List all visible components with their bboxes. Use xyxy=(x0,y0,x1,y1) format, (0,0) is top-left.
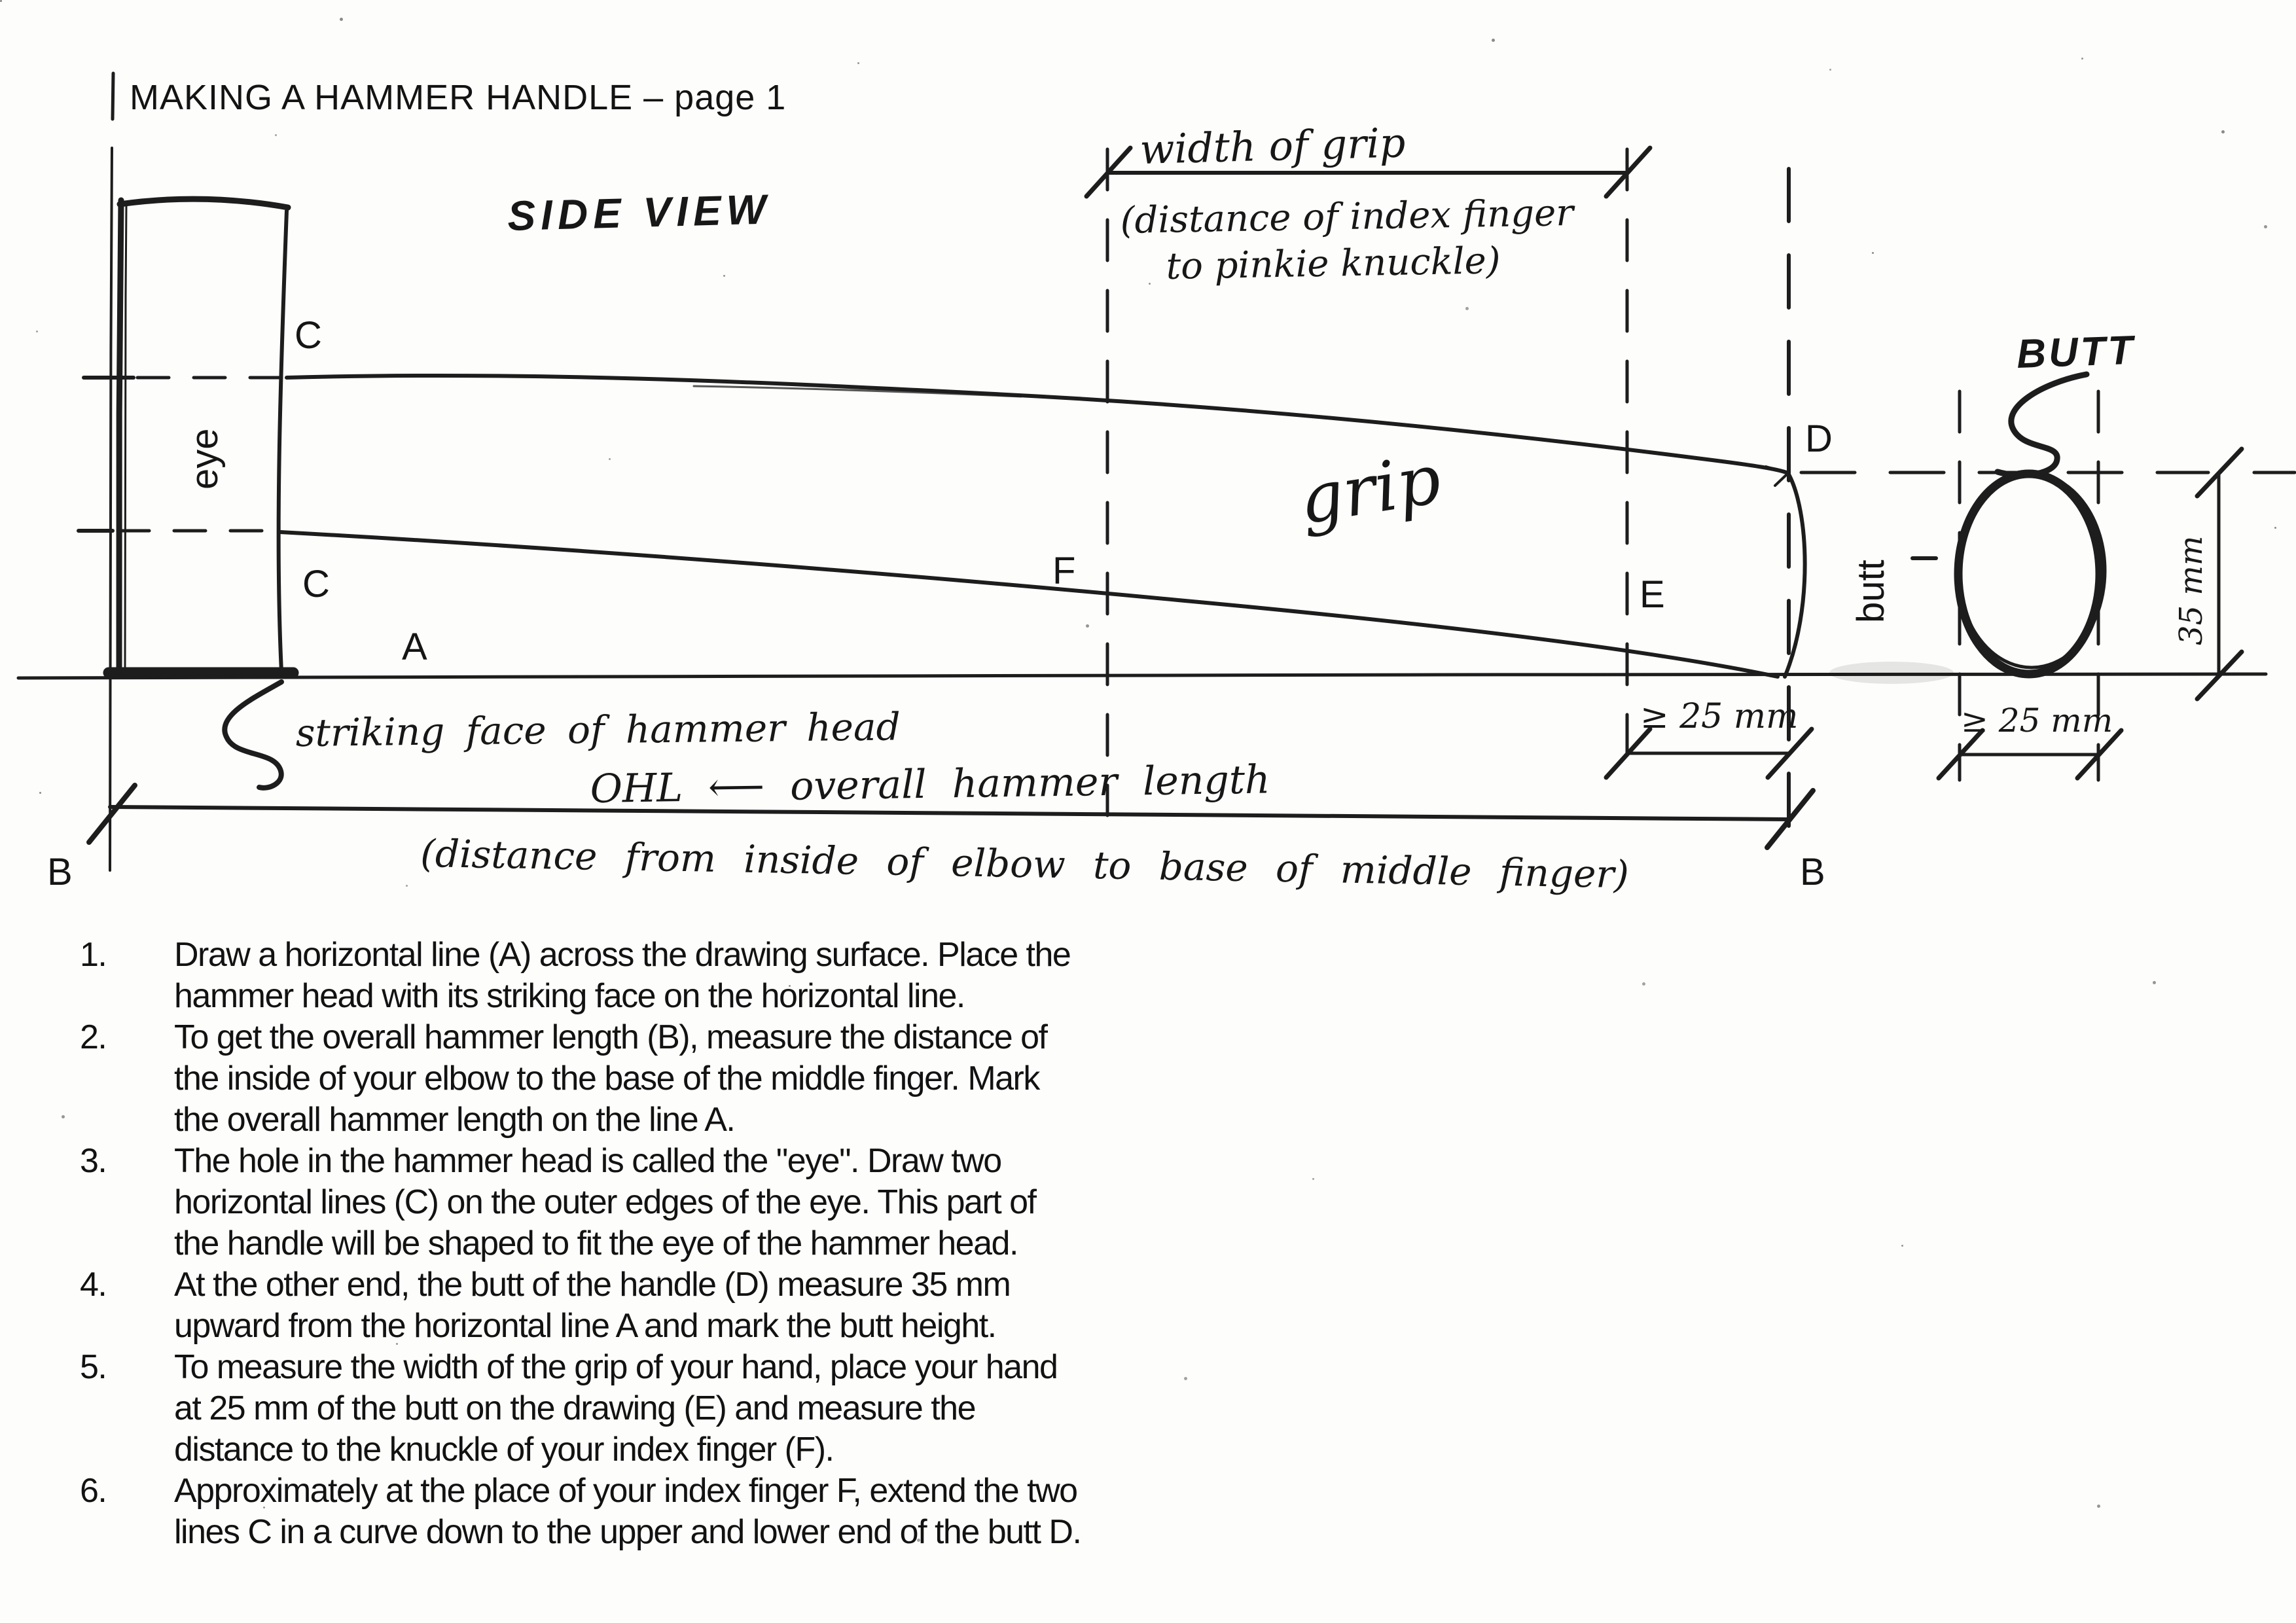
label-b-right: B xyxy=(1800,851,1825,893)
list-item-line: horizontal lines (C) on the outer edges of the eye. This part of xyxy=(174,1183,1036,1221)
list-item-line: upward from the horizontal line A and mark the butt height. xyxy=(174,1307,996,1345)
hammer-head-left-edge xyxy=(119,200,121,673)
list-item-line: To measure the width of the grip of your hand, place your hand xyxy=(174,1348,1058,1386)
butt-height-label: 35 mm xyxy=(2173,535,2210,645)
label-f: F xyxy=(1052,550,1076,592)
ohl-note-label: (distance from inside of elbow to base of middle finger) xyxy=(420,831,1630,897)
scan-smudge xyxy=(1829,662,1954,684)
list-item-line: lines C in a curve down to the upper and lower end of the butt D. xyxy=(174,1513,1081,1551)
list-item-text xyxy=(174,1471,1081,1553)
list-item xyxy=(80,1017,1081,1141)
butt-section-oval-retrace xyxy=(1958,474,2105,668)
list-item-text xyxy=(174,1017,1047,1141)
list-item-text xyxy=(174,935,1070,1017)
list-item-line: Draw a horizontal line (A) across the drawing surface. Place the xyxy=(174,936,1071,974)
list-item xyxy=(80,1264,1081,1347)
list-item-line: the overall hammer length on the line A. xyxy=(174,1101,735,1139)
hammer-head-top-edge xyxy=(120,199,288,207)
hammer-head-left-edge-double xyxy=(125,204,126,673)
width-of-grip-note-line1: (distance of index finger xyxy=(1120,191,1574,242)
list-item-line: Approximately at the place of your index finger F, extend the two xyxy=(174,1472,1077,1510)
list-item-number: 1. xyxy=(80,936,107,974)
list-item-line: The hole in the hammer head is called the "eye". Draw two xyxy=(174,1142,1001,1180)
list-item-line: at 25 mm of the butt on the drawing (E) and measure the xyxy=(174,1389,975,1427)
list-item-text xyxy=(174,1347,1057,1471)
min-grip-offset-dimension xyxy=(1606,729,1812,777)
list-item-text xyxy=(174,1264,1010,1347)
dim-slash-left xyxy=(89,785,135,842)
handle-bottom-curve xyxy=(280,532,1778,677)
list-item-number: 4. xyxy=(80,1266,107,1304)
list-item-line: hammer head with its striking face on the horizontal line. xyxy=(174,977,965,1015)
list-item-text xyxy=(174,1141,1036,1264)
list-item xyxy=(80,1471,1081,1553)
side-view-label: SIDE VIEW xyxy=(507,185,772,240)
list-item-line: At the other end, the butt of the handle (D) measure 35 mm xyxy=(174,1266,1011,1304)
list-item xyxy=(80,1141,1081,1264)
butt-section-title: BUTT xyxy=(2016,327,2136,377)
list-item-line: distance to the knuckle of your index finger (F). xyxy=(174,1431,834,1469)
hammer-head-right-edge xyxy=(279,211,287,671)
list-item-number: 3. xyxy=(80,1142,107,1180)
label-b-left: B xyxy=(47,851,73,893)
label-a: A xyxy=(402,626,427,668)
butt-leader-squiggle xyxy=(1998,374,2087,475)
label-c-lower: C xyxy=(302,563,330,605)
label-e: E xyxy=(1640,573,1665,616)
instruction-list xyxy=(80,935,1081,1553)
list-item-number: 6. xyxy=(80,1472,107,1510)
min-grip-offset-label: ≥ 25 mm xyxy=(1640,697,1799,736)
page-title: MAKING A HAMMER HANDLE – page 1 xyxy=(130,78,787,117)
width-of-grip-label: width of grip xyxy=(1139,118,1407,173)
label-butt-side: butt xyxy=(1850,560,1892,623)
list-item xyxy=(80,935,1081,1017)
list-item xyxy=(80,1347,1081,1471)
list-item-line: the handle will be shaped to fit the eye of the hammer head. xyxy=(174,1224,1018,1262)
label-c-upper: C xyxy=(295,314,322,357)
ohl-label: OHL ⟵ overall hammer length xyxy=(590,757,1271,812)
striking-face-leader-squiggle xyxy=(224,682,281,788)
butt-width-label: ≥ 25 mm xyxy=(1961,702,2113,740)
handle-top-curve xyxy=(287,376,1788,473)
left-reference-line xyxy=(110,73,113,870)
striking-face-label: striking face of hammer head xyxy=(295,704,901,755)
label-d: D xyxy=(1805,418,1833,460)
list-item-number: 2. xyxy=(80,1018,107,1056)
width-of-grip-note-line2: to pinkie knuckle) xyxy=(1166,240,1501,288)
list-item-number: 5. xyxy=(80,1348,107,1386)
list-item-line: To get the overall hammer length (B), measure the distance of xyxy=(174,1018,1047,1056)
grip-label: grip xyxy=(1293,438,1446,540)
list-item-line: the inside of your elbow to the base of the middle finger. Mark xyxy=(174,1060,1039,1097)
label-eye: eye xyxy=(183,428,226,490)
